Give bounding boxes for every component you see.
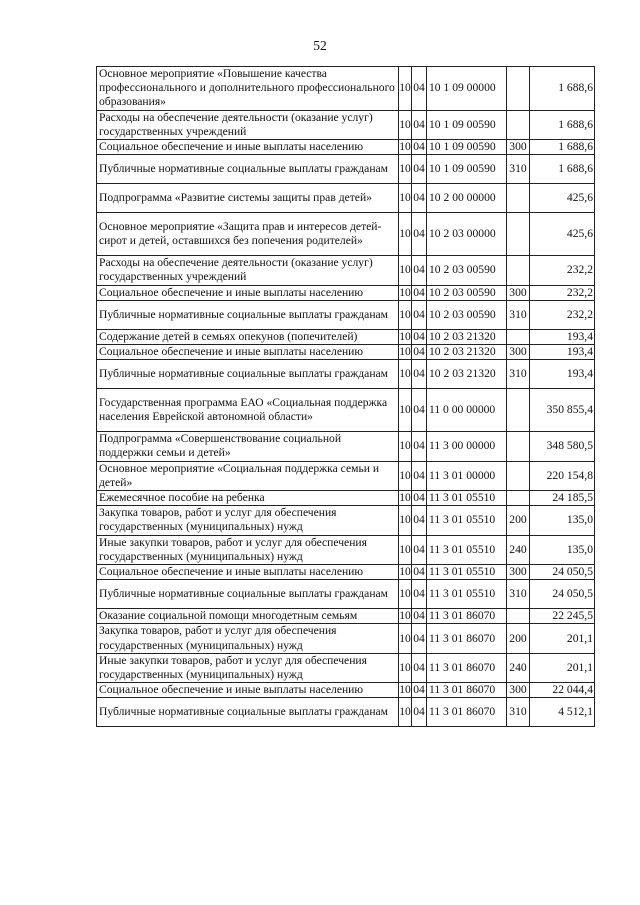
row-expense-type-code [507, 491, 530, 506]
row-name: Подпрограмма «Развитие системы защиты прав детей» [97, 184, 399, 213]
row-subsection-code: 04 [412, 155, 427, 184]
row-target-article-code: 10 1 09 00000 [427, 67, 507, 111]
row-amount: 135,0 [530, 506, 595, 535]
row-name: Расходы на обеспечение деятельности (оказание услуг) государственных учреждений [97, 110, 399, 139]
table-row [97, 345, 595, 360]
row-section-code: 10 [399, 565, 411, 579]
row-expense-type-code [507, 609, 530, 624]
table-row [97, 389, 595, 432]
row-subsection-code: 04 [412, 624, 427, 653]
table-row [97, 683, 595, 698]
row-section-code: 10 [399, 461, 412, 490]
row-name: Подпрограмма «Совершенствование социальной поддержки семьи и детей» [97, 432, 399, 461]
row-target-article-code: 11 3 01 86070 [427, 653, 507, 682]
row-expense-type-code: 300 [507, 565, 530, 580]
table-row [97, 110, 595, 139]
row-subsection-code: 04 [413, 491, 425, 505]
row-name: Расходы на обеспечение деятельности (оказание услуг) государственных учреждений [97, 256, 399, 285]
row-target-article-code: 11 0 00 00000 [427, 389, 507, 432]
row-expense-type-code: 310 [507, 580, 530, 609]
row-expense-type-code: 300 [507, 683, 530, 698]
row-expense-type-code: 310 [507, 698, 530, 727]
row-name: Оказание социальной помощи многодетным семьям [97, 609, 399, 624]
table-row [97, 624, 595, 653]
row-amount: 24 050,5 [530, 580, 595, 609]
table-row [97, 67, 595, 111]
row-amount: 201,1 [530, 653, 595, 682]
row-section-code: 10 [399, 213, 412, 256]
row-section-code: 10 [399, 256, 412, 285]
row-subsection-code: 04 [412, 432, 427, 461]
row-amount: 232,2 [530, 285, 595, 300]
row-amount: 22 044,4 [530, 683, 595, 698]
row-expense-type-code: 240 [507, 653, 530, 682]
row-expense-type-code [507, 256, 530, 285]
row-name: Государственная программа ЕАО «Социальная поддержка населения Еврейской автономной области» [97, 389, 399, 432]
row-expense-type-code: 200 [507, 506, 530, 535]
row-section-code: 10 [399, 345, 411, 359]
row-target-article-code: 10 2 03 21320 [427, 329, 507, 344]
row-name: Публичные нормативные социальные выплаты гражданам [97, 300, 399, 329]
row-subsection-code: 04 [413, 140, 425, 154]
row-amount: 1 688,6 [530, 140, 595, 155]
row-expense-type-code: 300 [507, 285, 530, 300]
row-name: Иные закупки товаров, работ и услуг для обеспечения государственных (муниципальных) нужд [97, 653, 399, 682]
row-target-article-code: 11 3 01 86070 [427, 698, 507, 727]
row-section-code: 10 [399, 580, 412, 609]
row-subsection-code: 04 [412, 389, 427, 432]
row-amount: 193,4 [530, 360, 595, 389]
row-target-article-code: 10 1 09 00590 [427, 155, 507, 184]
row-subsection-code: 04 [412, 256, 427, 285]
row-name: Закупка товаров, работ и услуг для обеспечения государственных (муниципальных) нужд [97, 624, 399, 653]
row-name: Содержание детей в семьях опекунов (попечителей) [97, 329, 399, 344]
row-amount: 425,6 [530, 184, 595, 213]
row-name: Основное мероприятие «Повышение качества профессионального и дополнительного профессионального образования» [97, 67, 399, 111]
row-name: Основное мероприятие «Социальная поддержка семьи и детей» [97, 461, 399, 490]
row-expense-type-code [507, 329, 530, 344]
row-name: Социальное обеспечение и иные выплаты населению [97, 683, 399, 698]
row-subsection-code: 04 [413, 285, 425, 299]
row-target-article-code: 11 3 01 05510 [427, 506, 507, 535]
row-name: Социальное обеспечение и иные выплаты населению [97, 140, 399, 155]
row-section-code: 10 [399, 683, 411, 697]
row-amount: 232,2 [530, 300, 595, 329]
row-section-code: 10 [399, 155, 412, 184]
row-section-code: 10 [399, 300, 412, 329]
row-target-article-code: 10 1 09 00590 [427, 140, 507, 155]
table-row [97, 698, 595, 727]
table-row [97, 360, 595, 389]
row-amount: 193,4 [530, 329, 595, 344]
row-subsection-code: 04 [412, 580, 427, 609]
row-section-code: 10 [399, 389, 412, 432]
row-target-article-code: 11 3 01 86070 [427, 683, 507, 698]
table-row [97, 653, 595, 682]
row-subsection-code: 04 [412, 360, 427, 389]
row-section-code: 10 [399, 535, 412, 564]
row-amount: 201,1 [530, 624, 595, 653]
row-subsection-code: 04 [412, 461, 427, 490]
row-name: Ежемесячное пособие на ребенка [97, 491, 399, 506]
table-row [97, 506, 595, 535]
row-name: Публичные нормативные социальные выплаты гражданам [97, 360, 399, 389]
row-name: Публичные нормативные социальные выплаты гражданам [97, 580, 399, 609]
row-amount: 4 512,1 [530, 698, 595, 727]
row-expense-type-code: 240 [507, 535, 530, 564]
row-name: Социальное обеспечение и иные выплаты населению [97, 285, 399, 300]
row-subsection-code: 04 [413, 609, 425, 623]
row-target-article-code: 11 3 01 05510 [427, 580, 507, 609]
row-target-article-code: 10 2 00 00000 [427, 184, 507, 213]
row-section-code: 10 [399, 506, 412, 535]
row-name: Иные закупки товаров, работ и услуг для обеспечения государственных (муниципальных) нужд [97, 535, 399, 564]
row-section-code: 10 [399, 491, 411, 505]
row-target-article-code: 11 3 01 86070 [427, 609, 507, 624]
row-target-article-code: 10 2 03 00590 [427, 256, 507, 285]
table-row [97, 256, 595, 285]
row-section-code: 10 [399, 624, 412, 653]
page-number: 52 [313, 38, 327, 53]
row-expense-type-code [507, 389, 530, 432]
row-target-article-code: 10 1 09 00590 [427, 110, 507, 139]
row-expense-type-code: 200 [507, 624, 530, 653]
row-expense-type-code [507, 67, 530, 111]
budget-table-body [97, 67, 595, 727]
row-target-article-code: 11 3 01 86070 [427, 624, 507, 653]
row-section-code: 10 [399, 184, 412, 213]
row-subsection-code: 04 [413, 345, 425, 359]
row-section-code: 10 [399, 285, 411, 299]
row-subsection-code: 04 [413, 683, 425, 697]
table-row [97, 535, 595, 564]
row-name: Социальное обеспечение и иные выплаты населению [97, 565, 399, 580]
row-target-article-code: 11 3 01 05510 [427, 535, 507, 564]
row-expense-type-code [507, 213, 530, 256]
row-amount: 193,4 [530, 345, 595, 360]
row-target-article-code: 10 2 03 21320 [427, 345, 507, 360]
row-name: Публичные нормативные социальные выплаты гражданам [97, 155, 399, 184]
row-subsection-code: 04 [412, 698, 427, 727]
row-target-article-code: 10 2 03 21320 [427, 360, 507, 389]
row-section-code: 10 [399, 432, 412, 461]
row-amount: 22 245,5 [530, 609, 595, 624]
row-name: Закупка товаров, работ и услуг для обеспечения государственных (муниципальных) нужд [97, 506, 399, 535]
row-target-article-code: 11 3 01 05510 [427, 565, 507, 580]
row-name: Публичные нормативные социальные выплаты гражданам [97, 698, 399, 727]
row-expense-type-code: 300 [507, 345, 530, 360]
table-row [97, 491, 595, 506]
table-row [97, 155, 595, 184]
row-target-article-code: 10 2 03 00590 [427, 300, 507, 329]
row-expense-type-code [507, 461, 530, 490]
row-subsection-code: 04 [412, 653, 427, 682]
row-subsection-code: 04 [412, 213, 427, 256]
row-expense-type-code: 310 [507, 360, 530, 389]
row-target-article-code: 10 2 03 00000 [427, 213, 507, 256]
row-expense-type-code [507, 432, 530, 461]
row-section-code: 10 [399, 140, 411, 154]
row-section-code: 10 [399, 110, 412, 139]
row-expense-type-code: 310 [507, 155, 530, 184]
table-row [97, 565, 595, 580]
table-row [97, 609, 595, 624]
table-row [97, 580, 595, 609]
row-name: Социальное обеспечение и иные выплаты населению [97, 345, 399, 360]
table-row [97, 329, 595, 344]
row-section-code: 10 [399, 67, 412, 111]
row-subsection-code: 04 [412, 535, 427, 564]
row-amount: 1 688,6 [530, 110, 595, 139]
row-expense-type-code [507, 184, 530, 213]
row-section-code: 10 [399, 329, 411, 343]
row-amount: 425,6 [530, 213, 595, 256]
row-amount: 220 154,8 [530, 461, 595, 490]
row-target-article-code: 10 2 03 00590 [427, 285, 507, 300]
table-row [97, 461, 595, 490]
table-row [97, 213, 595, 256]
row-expense-type-code: 300 [507, 140, 530, 155]
row-amount: 348 580,5 [530, 432, 595, 461]
table-row [97, 300, 595, 329]
row-section-code: 10 [399, 698, 412, 727]
row-subsection-code: 04 [413, 329, 425, 343]
row-target-article-code: 11 3 01 00000 [427, 461, 507, 490]
table-row [97, 140, 595, 155]
table-row [97, 184, 595, 213]
row-expense-type-code [507, 110, 530, 139]
row-amount: 24 185,5 [530, 491, 595, 506]
row-amount: 24 050,5 [530, 565, 595, 580]
row-subsection-code: 04 [412, 506, 427, 535]
table-row [97, 432, 595, 461]
row-amount: 1 688,6 [530, 67, 595, 111]
row-name: Основное мероприятие «Защита прав и интересов детей-сирот и детей, оставшихся без попечения родителей» [97, 213, 399, 256]
row-subsection-code: 04 [412, 300, 427, 329]
budget-table [96, 66, 595, 727]
row-amount: 232,2 [530, 256, 595, 285]
row-section-code: 10 [399, 653, 412, 682]
row-amount: 350 855,4 [530, 389, 595, 432]
row-subsection-code: 04 [412, 67, 427, 111]
row-expense-type-code: 310 [507, 300, 530, 329]
row-target-article-code: 11 3 01 05510 [427, 491, 507, 506]
row-subsection-code: 04 [413, 565, 425, 579]
row-amount: 135,0 [530, 535, 595, 564]
row-amount: 1 688,6 [530, 155, 595, 184]
row-subsection-code: 04 [412, 184, 427, 213]
row-target-article-code: 11 3 00 00000 [427, 432, 507, 461]
row-section-code: 10 [399, 609, 411, 623]
row-section-code: 10 [399, 360, 412, 389]
row-subsection-code: 04 [412, 110, 427, 139]
table-row [97, 285, 595, 300]
